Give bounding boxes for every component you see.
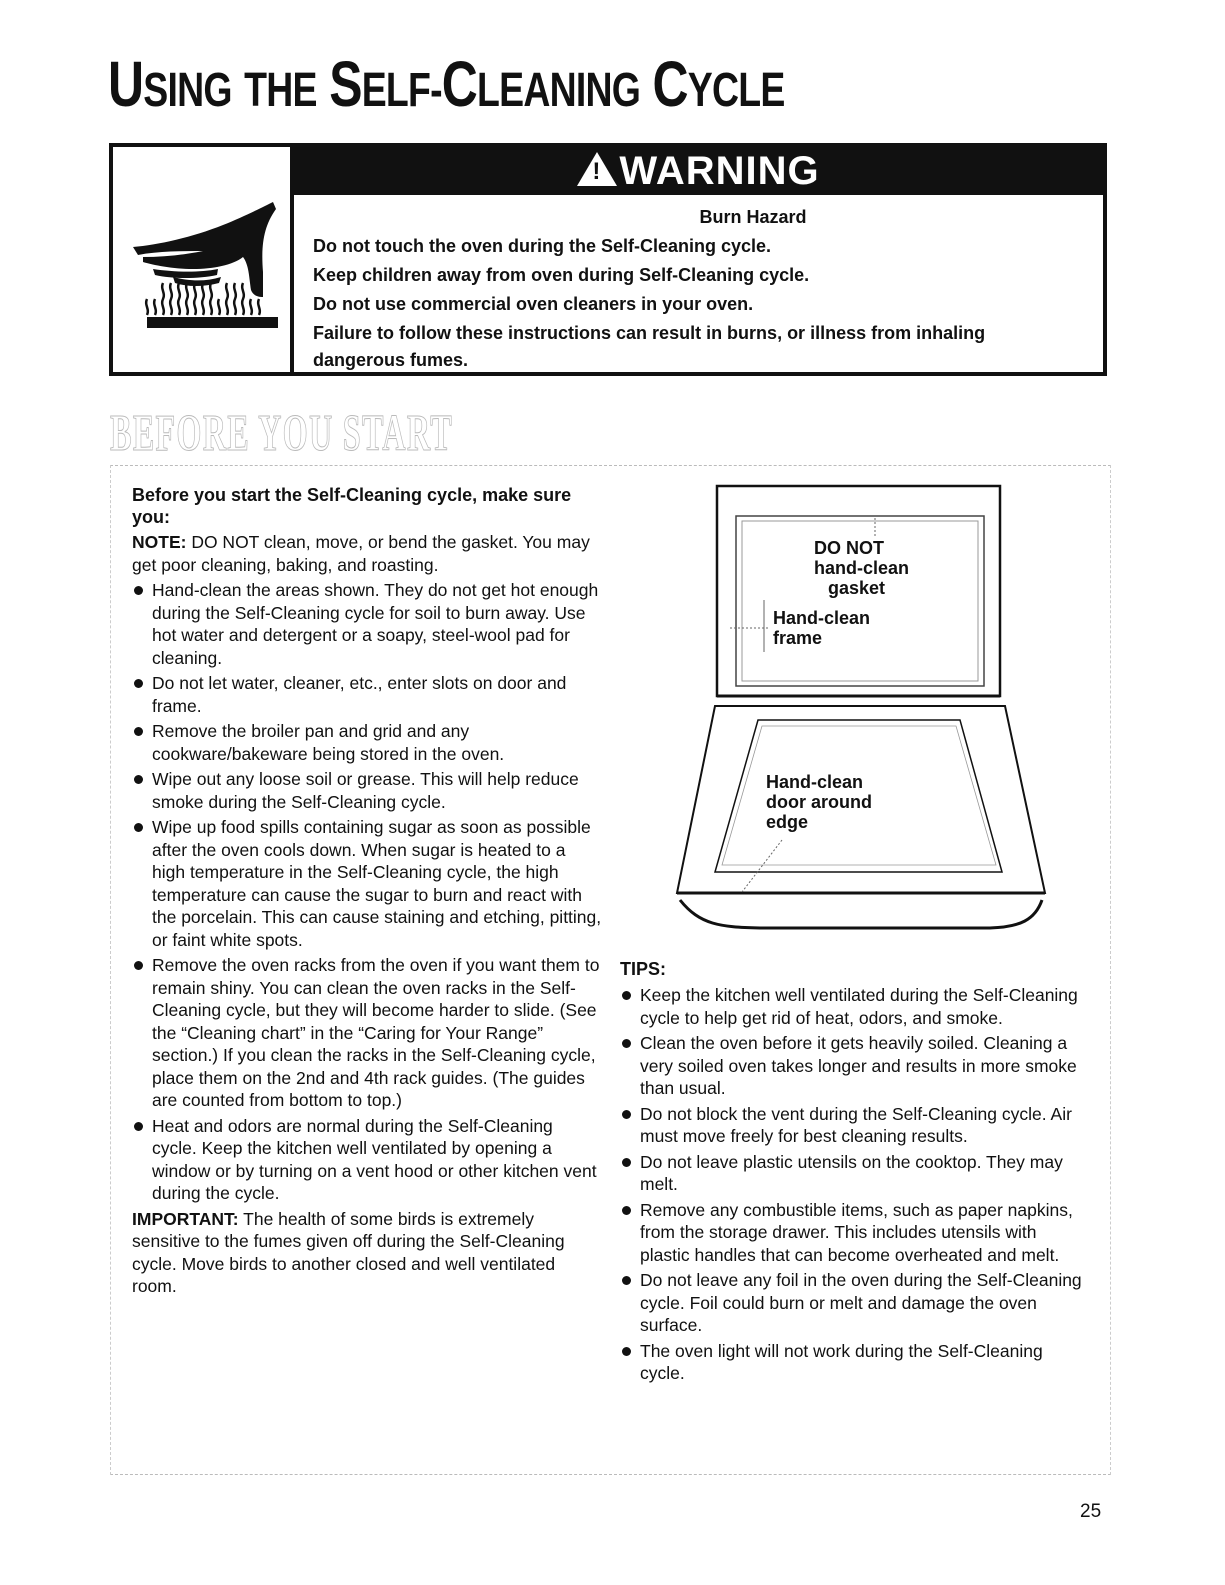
- bullet-icon: [622, 1110, 631, 1119]
- bullet-icon: [134, 679, 143, 688]
- important-paragraph: [132, 1208, 602, 1298]
- title-word-rest: YCLE: [687, 64, 785, 117]
- list-item-text: Do not leave plastic utensils on the cooktop. They may melt.: [640, 1151, 1063, 1194]
- door-label: [766, 772, 872, 832]
- hot-surface-hand-icon: [113, 147, 291, 372]
- note-text: DO NOT clean, move, or bend the gasket. You may get poor cleaning, baking, and roasting.: [132, 532, 590, 575]
- oven-diagram: [660, 480, 1060, 940]
- list-item: [620, 1032, 1090, 1100]
- list-item-text: Remove the broiler pan and grid and any cookware/bakeware being stored in the oven.: [152, 721, 505, 764]
- title-word-rest: SING: [143, 64, 232, 117]
- bullet-icon: [134, 1122, 143, 1131]
- list-item: [132, 1115, 602, 1205]
- page-title: [108, 48, 785, 120]
- list-item: [132, 768, 602, 813]
- list-item-text: The oven light will not work during the Self-Cleaning cycle.: [640, 1340, 1043, 1383]
- list-item-text: Keep the kitchen well ventilated during the Self-Cleaning cycle to help get rid of heat, odors, and smoke.: [640, 985, 1078, 1028]
- list-item: [620, 1103, 1090, 1148]
- right-column: [620, 958, 1090, 1385]
- gasket-label: [814, 538, 909, 598]
- bullet-icon: [622, 1039, 631, 1048]
- bullet-icon: [134, 961, 143, 970]
- intro-text: Before you start the Self-Cleaning cycle, make sure you:: [132, 485, 572, 527]
- warning-triangle-icon: [577, 152, 617, 186]
- bullet-icon: [134, 823, 143, 832]
- list-item-text: Wipe up food spills containing sugar as soon as possible after the oven cools down. When sugar is heated to a high temperature in the Self-Cleaning cycle, the high temperature can cause the sugar to burn and react with the porcelain. This can cause staining and etching, pitting, or faint white spots.: [152, 817, 602, 950]
- frame-label-line: frame: [773, 628, 823, 648]
- list-item-text: Do not block the vent during the Self-Cleaning cycle. Air must move freely for best cleaning results.: [640, 1103, 1072, 1146]
- warning-line: Do not touch the oven during the Self-Cleaning cycle.: [313, 236, 772, 256]
- list-item: [620, 984, 1090, 1029]
- title-word-cap: U: [108, 48, 144, 120]
- bullet-icon: [134, 586, 143, 595]
- important-label: IMPORTANT:: [132, 1208, 239, 1229]
- frame-label: [773, 608, 870, 648]
- before-start-list: [132, 579, 602, 1205]
- title-dash: -: [430, 64, 442, 117]
- tips-list: [620, 984, 1090, 1385]
- list-item-text: Clean the oven before it gets heavily soiled. Cleaning a very soiled oven takes longer and results in more smoke than usual.: [640, 1033, 1077, 1098]
- list-item: [620, 1269, 1090, 1337]
- title-word-rest: LEANING: [477, 64, 641, 117]
- warning-line: Keep children away from oven during Self-Cleaning cycle.: [313, 265, 810, 285]
- title-word-cap: S: [329, 48, 362, 120]
- list-item: [132, 579, 602, 669]
- warning-hazard-title: Burn Hazard: [699, 207, 807, 227]
- list-item-text: Heat and odors are normal during the Self-Cleaning cycle. Keep the kitchen well ventilated by opening a window or by turning on a vent hood or other kitchen vent during the cycle.: [152, 1115, 597, 1203]
- page-number: 25: [1080, 1501, 1102, 1522]
- bullet-icon: [622, 1158, 631, 1167]
- bullet-icon: [622, 1276, 631, 1285]
- list-item: [132, 720, 602, 765]
- list-item-text: Remove the oven racks from the oven if you want them to remain shiny. You can clean the oven racks in the Self-Cleaning cycle, but they will become harder to slide. (See the “Cleaning chart” in the “Caring for Your Range” section.) If you clean the racks in the Self-Cleaning cycle, place them on the 2nd and 4th rack guides. (The guides are counted from bottom to top.): [152, 955, 600, 1110]
- important-text: The health of some birds is extremely sensitive to the fumes given off during the Self-Cleaning cycle. Move birds to another closed and well ventilated room.: [132, 1208, 565, 1296]
- gasket-label-line: DO NOT: [814, 538, 884, 558]
- title-word-cap: C: [652, 48, 688, 120]
- title-word: THE: [244, 64, 317, 117]
- list-item: [132, 954, 602, 1112]
- warning-banner: [294, 147, 1103, 195]
- door-label-line: edge: [766, 812, 809, 832]
- bullet-icon: [134, 775, 143, 784]
- warning-line: dangerous fumes.: [313, 350, 469, 370]
- tips-heading: TIPS:: [620, 959, 667, 979]
- warning-line: Do not use commercial oven cleaners in your oven.: [313, 294, 754, 314]
- title-word-rest: ELF: [361, 64, 431, 117]
- warning-banner-text: WARNING: [619, 149, 820, 193]
- list-item: [620, 1151, 1090, 1196]
- section-heading: BEFORE YOU START: [110, 405, 453, 462]
- list-item-text: Wipe out any loose soil or grease. This will help reduce smoke during the Self-Cleaning cycle.: [152, 769, 579, 812]
- list-item: [132, 672, 602, 717]
- list-item: [620, 1340, 1090, 1385]
- left-column: [132, 484, 602, 1298]
- warning-line: Failure to follow these instructions can result in burns, or illness from inhaling: [313, 323, 986, 343]
- title-word-cap: C: [441, 48, 478, 120]
- warning-text: [313, 203, 1083, 372]
- door-label-line: Hand-clean: [766, 772, 864, 792]
- bullet-icon: [622, 1347, 631, 1356]
- door-label-line: door around: [766, 792, 872, 812]
- list-item-text: Hand-clean the areas shown. They do not get hot enough during the Self-Cleaning cycle for soil to burn away. Use hot water and detergent or a soapy, steel-wool pad for cleaning.: [152, 580, 599, 668]
- list-item-text: Remove any combustible items, such as paper napkins, from the storage drawer. This includes utensils with plastic handles that can become overheated and melt.: [640, 1199, 1073, 1265]
- warning-box: [109, 143, 1107, 376]
- gasket-label-line: gasket: [828, 578, 886, 598]
- gasket-label-line: hand-clean: [814, 558, 910, 578]
- bullet-icon: [622, 991, 631, 1000]
- list-item: [132, 816, 602, 951]
- bullet-icon: [622, 1206, 631, 1215]
- warning-icon-cell: [113, 147, 294, 372]
- bullet-icon: [134, 727, 143, 736]
- list-item-text: Do not let water, cleaner, etc., enter slots on door and frame.: [152, 673, 567, 716]
- list-item-text: Do not leave any foil in the oven during the Self-Cleaning cycle. Foil could burn or melt and damage the oven surface.: [640, 1270, 1082, 1335]
- list-item: [620, 1199, 1090, 1267]
- note-paragraph: [132, 531, 602, 576]
- note-label: NOTE:: [132, 532, 187, 552]
- frame-label-line: Hand-clean: [773, 608, 871, 628]
